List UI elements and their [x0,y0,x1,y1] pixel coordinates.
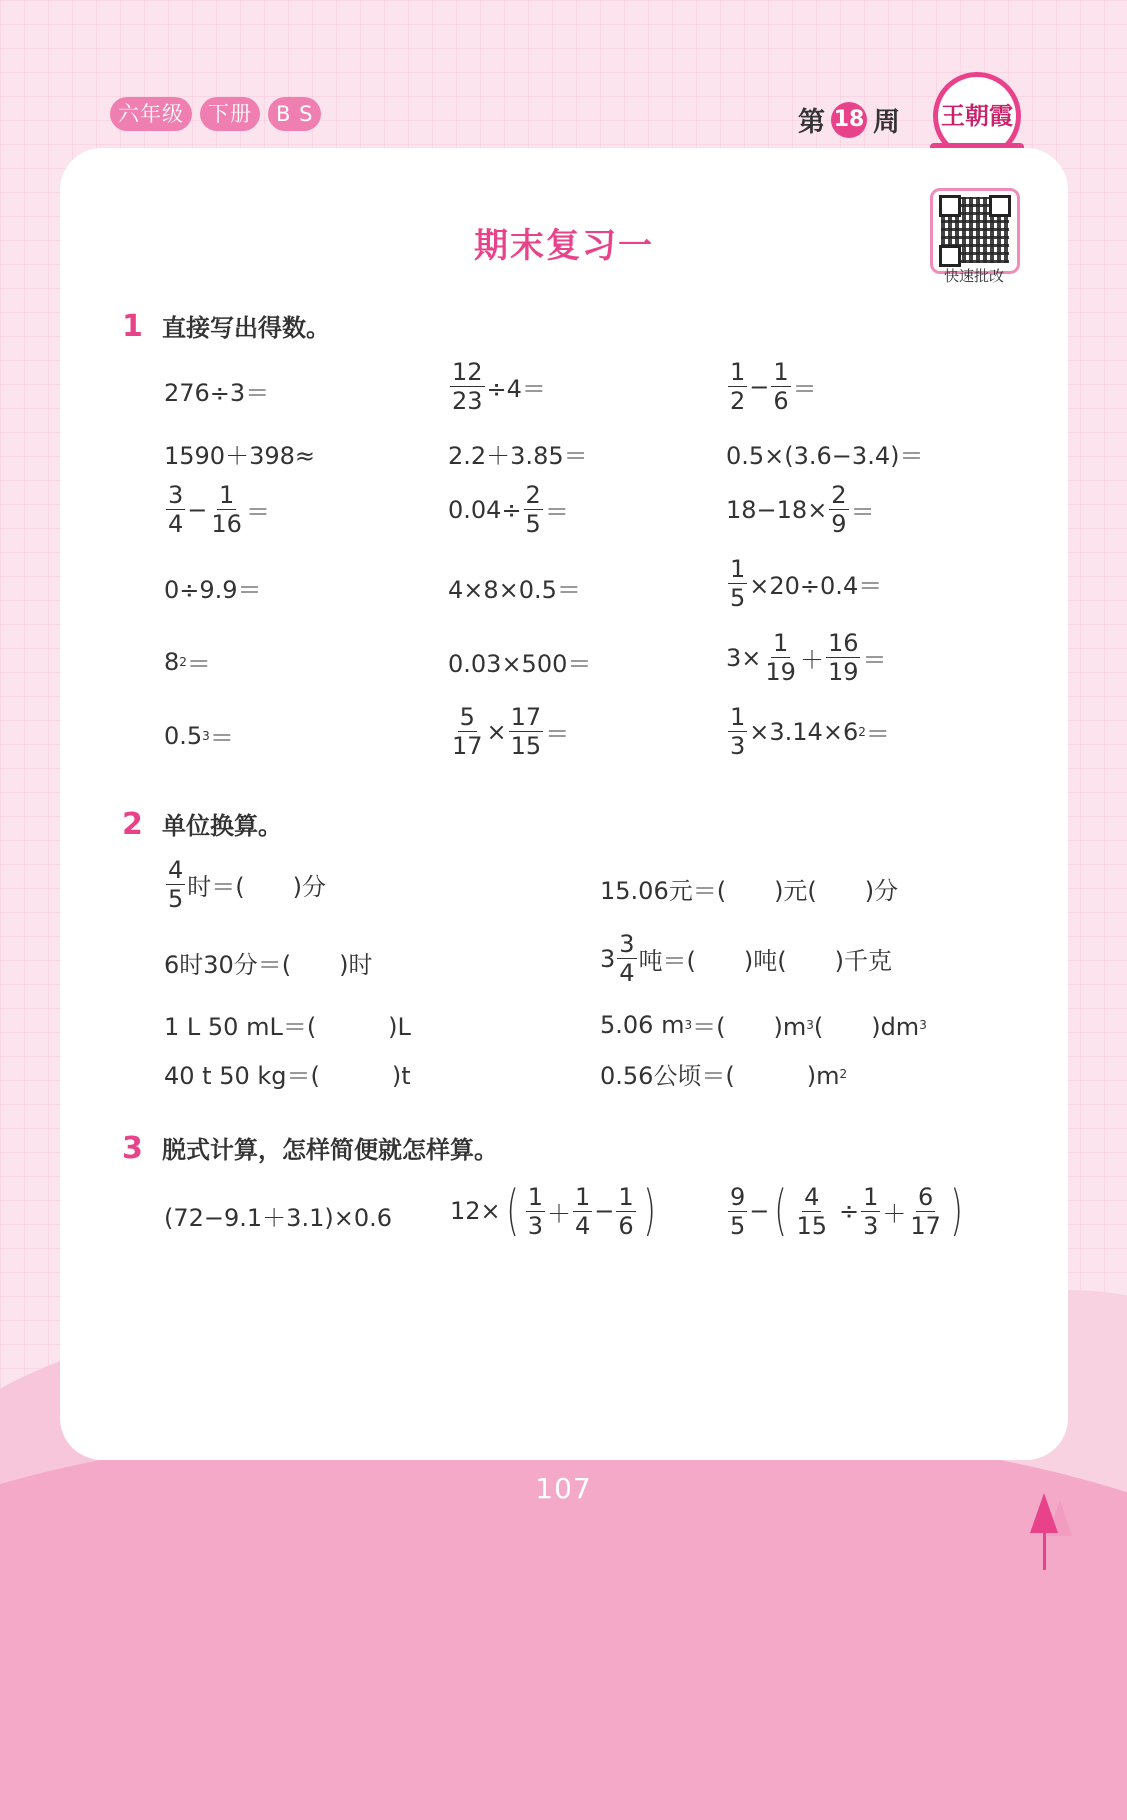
section-title: 直接写出得数。 [162,314,330,342]
exercise-6-2: $\frac{5}{17}$ × $\frac{17}{15}$ ＝ [452,703,570,760]
edition-tag: B S [268,97,321,131]
section-3-heading [122,1130,498,1166]
conversion-4-right: 0.56公顷＝( )m 2 [600,1062,848,1090]
exercise-3-2: 0.04÷ $\frac{2}{5}$ ＝ [448,481,569,538]
conversion-3-left: 1 L 50 mL＝( )L [164,1013,411,1041]
calculation-2: 12× ( $\frac{1}{3}$ ＋ $\frac{1}{4}$ − $\frac{1}{6}$ ) [450,1179,656,1242]
exercise-1-1: 276÷3＝ [164,379,270,407]
conversion-4-left: 40 t 50 kg＝( )t [164,1062,411,1090]
section-number: 3 [122,1131,143,1166]
grade-tags [110,97,321,131]
section-1-heading [122,308,330,344]
section-number: 2 [122,807,143,842]
calculation-1: (72−9.1＋3.1)×0.6 [164,1204,392,1232]
conversion-2-right: 3 $\frac{3}{4}$ 吨＝( )吨( )千克 [600,930,893,987]
qr-corner [939,245,961,267]
calculation-3: $\frac{9}{5}$ − ( $\frac{4}{15}$ ÷ $\frac{1}{3}$ ＋ $\frac{6}{17}$ ) [730,1179,963,1242]
conversion-1-left: $\frac{4}{5}$ 时＝( )分 [168,856,327,913]
grade-tag: 六年级 [110,97,192,131]
exercise-4-3: $\frac{1}{5}$ ×20÷0.4＝ [730,555,883,612]
exercise-5-3: 3× $\frac{1}{19}$ ＋ $\frac{16}{19}$ ＝ [726,629,887,686]
logo-text: 王朝霞 [941,101,1013,130]
brand-logo [933,72,1021,160]
page-number: 107 [535,1472,592,1505]
qr-corner [989,195,1011,217]
worksheet-card [60,148,1068,1460]
exercise-2-2: 2.2＋3.85＝ [448,442,588,470]
section-title: 脱式计算，怎样简便就怎样算。 [162,1136,498,1164]
week-suffix: 周 [873,107,900,138]
exercise-6-3: $\frac{1}{3}$ ×3.14×6 2 ＝ [730,703,890,760]
section-2-heading [122,806,282,842]
arrow-decoration-icon [1030,1493,1058,1533]
week-label [798,100,900,139]
exercise-4-2: 4×8×0.5＝ [448,576,581,604]
exercise-3-3: 18−18× $\frac{2}{9}$ ＝ [726,481,875,538]
qr-corner [939,195,961,217]
exercise-5-1: 8 2 ＝ [164,647,211,678]
qr-code-icon[interactable] [930,188,1020,274]
section-number: 1 [122,309,143,344]
conversion-2-left: 6时30分＝( )时 [164,951,373,979]
exercise-1-2: $\frac{12}{23}$ ÷4＝ [452,358,546,415]
exercise-3-1: $\frac{3}{4}$ − $\frac{1}{16}$ ＝ [168,481,270,538]
section-title: 单位换算。 [162,812,282,840]
arrow-stem [1043,1530,1046,1570]
exercise-5-2: 0.03×500＝ [448,650,592,678]
exercise-2-3: 0.5×(3.6−3.4)＝ [726,442,924,470]
conversion-3-right: 5.06 m 3 ＝( )m 3 ( )dm 3 [600,1010,927,1041]
exercise-1-3: $\frac{1}{2}$ − $\frac{1}{6}$ ＝ [730,358,817,415]
exercise-6-1: 0.5 3 ＝ [164,721,234,752]
week-prefix: 第 [798,107,825,138]
page-title: 期末复习一 [474,226,654,266]
exercise-4-1: 0÷9.9＝ [164,576,262,604]
qr-label: 快速批改 [943,267,1004,285]
conversion-1-right: 15.06元＝( )元( )分 [600,877,899,905]
week-number-badge: 18 [831,102,867,138]
volume-tag: 下册 [200,97,260,131]
exercise-2-1: 1590＋398≈ [164,442,315,470]
